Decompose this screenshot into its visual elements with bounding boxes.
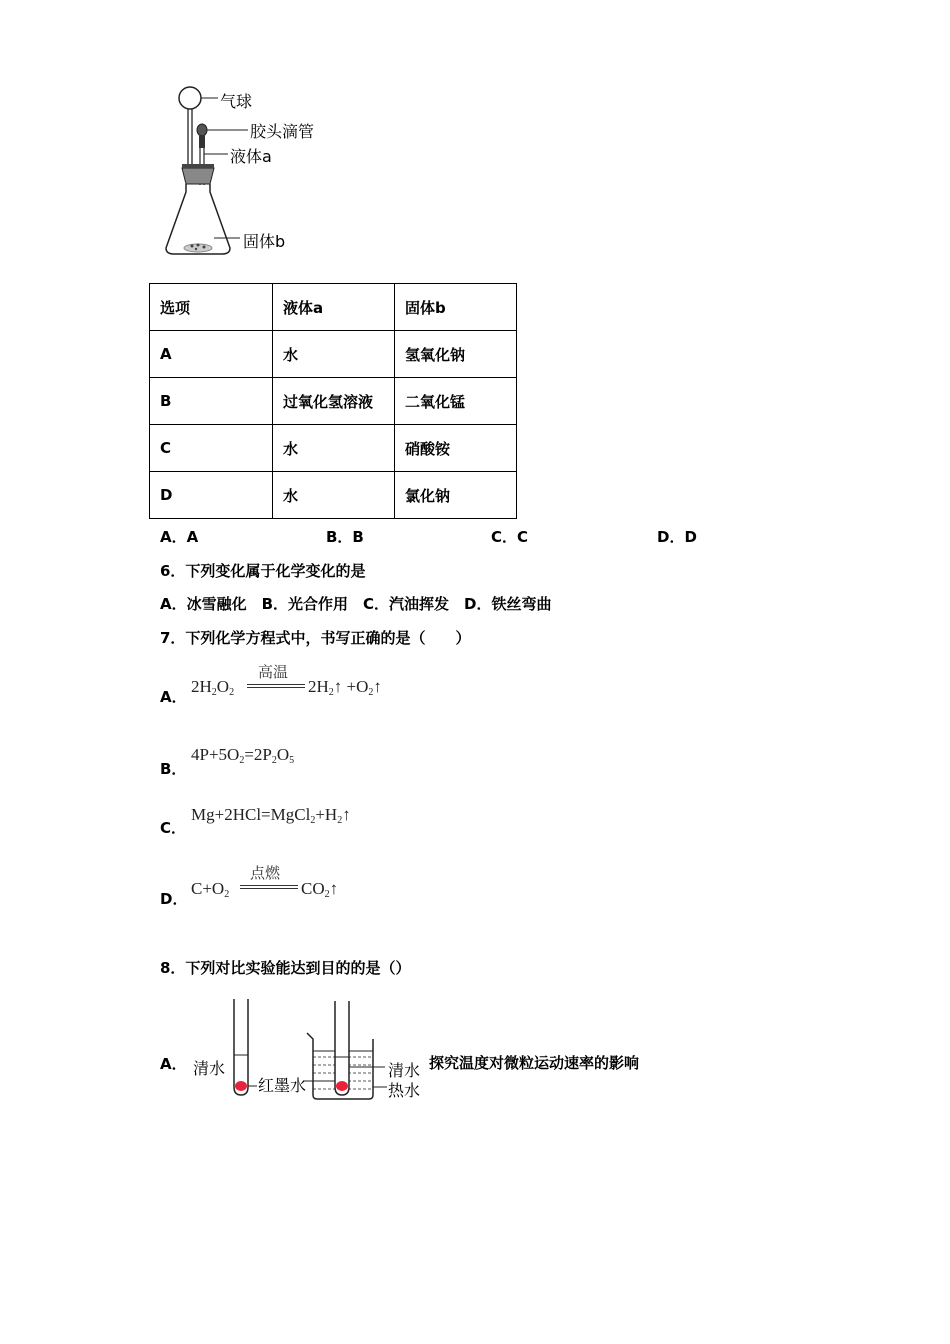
table-row <box>150 425 517 472</box>
red-ink-label: 红墨水 <box>258 1076 307 1095</box>
table-cell: A <box>150 331 273 378</box>
table-cell: 过氧化氢溶液 <box>273 378 395 425</box>
solid-label: 固体b <box>243 232 286 251</box>
dropper-label: 胶头滴管 <box>250 122 315 141</box>
table-cell: 氯化钠 <box>395 472 517 519</box>
table-row <box>150 331 517 378</box>
q8-stem: 8．下列对比实验能达到目的的是（） <box>160 959 411 977</box>
table-row <box>150 378 517 425</box>
equation-c: $Mg+2HCl=MgCl_2+H_2↑$ <box>191 805 351 826</box>
liquid-label: 液体a <box>230 147 272 166</box>
q8-a-purpose: 探究温度对微粒运动速率的影响 <box>429 1054 640 1072</box>
condition-ignite: 点燃 <box>250 864 281 882</box>
table-header: 固体b <box>395 284 517 331</box>
table-cell: 水 <box>273 472 395 519</box>
clear-water-right-label: 清水 <box>388 1061 421 1080</box>
inner-test-tube <box>335 1001 349 1095</box>
q8-label-a: A． <box>160 1055 187 1073</box>
table-row <box>150 472 517 519</box>
equation-d-left: $C+O_2$ <box>191 879 230 900</box>
table-cell: 二氧化锰 <box>395 378 517 425</box>
equation-a-sign <box>247 684 305 688</box>
q7-label-d: D． <box>160 890 188 908</box>
equation-b: $4P+5O_2=2P_2O_5$ <box>191 745 295 766</box>
table-cell: C <box>150 425 273 472</box>
q7-label-c: C． <box>160 819 187 837</box>
condition-high-temp: 高温 <box>258 663 289 681</box>
options-table <box>149 283 517 519</box>
q5-choice-c: C．C <box>491 528 529 546</box>
red-ink-drop-right <box>336 1081 348 1091</box>
q5-choice-b: B．B <box>326 528 364 546</box>
table-cell: 氢氧化钠 <box>395 331 517 378</box>
q5-choice-a: A．A <box>160 528 199 546</box>
q6-stem: 6．下列变化属于化学变化的是 <box>160 562 366 580</box>
table-header-row <box>150 284 517 331</box>
q6-choices: A．冰雪融化 B．光合作用 C．汽油挥发 D．铁丝弯曲 <box>160 595 552 613</box>
hot-water-label: 热水 <box>388 1081 421 1100</box>
table-cell: B <box>150 378 273 425</box>
balloon-shape <box>179 87 201 109</box>
equation-a-right: $2H_2↑$ $+O_2↑$ <box>308 677 382 698</box>
equation-d-right: $CO_2↑$ <box>301 879 339 900</box>
table-header: 液体a <box>273 284 395 331</box>
q7-label-a: A． <box>160 688 187 706</box>
table-cell: 水 <box>273 425 395 472</box>
balloon-label: 气球 <box>220 92 253 111</box>
equation-d-sign <box>240 885 298 889</box>
clear-water-left-label: 清水 <box>193 1059 226 1078</box>
q5-choice-d: D．D <box>657 528 697 546</box>
table-header: 选项 <box>150 284 273 331</box>
table-cell: D <box>150 472 273 519</box>
q7-label-b: B． <box>160 760 187 778</box>
q7-stem: 7．下列化学方程式中，书写正确的是（ ） <box>160 629 471 647</box>
table-cell: 水 <box>273 331 395 378</box>
red-ink-drop-left <box>235 1081 247 1091</box>
table-cell: 硝酸铵 <box>395 425 517 472</box>
equation-a-left: $2H_2O_2$ <box>191 677 235 698</box>
dropper-bulb <box>197 124 207 136</box>
left-test-tube <box>234 999 248 1095</box>
